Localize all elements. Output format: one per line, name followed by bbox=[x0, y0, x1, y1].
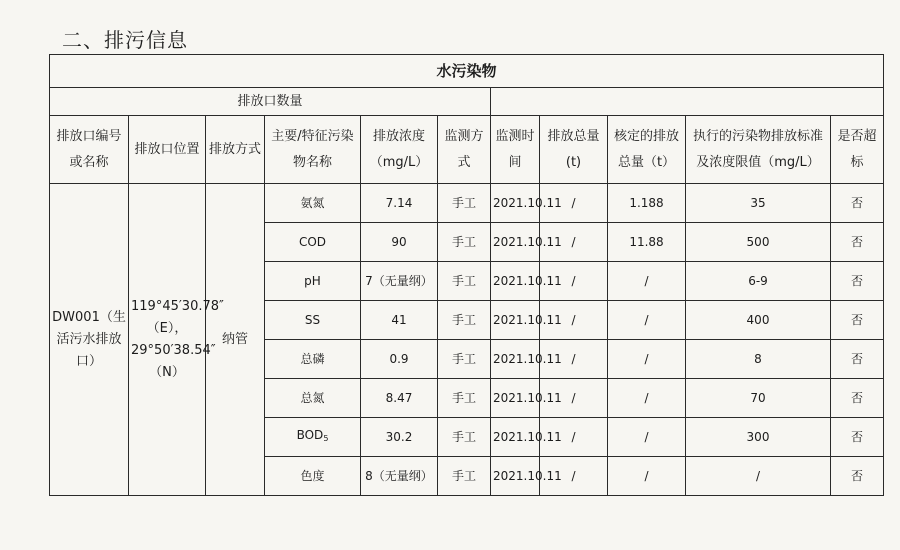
pollutant-name-text: 总氮 bbox=[300, 390, 325, 405]
concentration-cell: 0.9 bbox=[361, 340, 438, 379]
water-pollutant-table bbox=[49, 54, 884, 496]
standard-limit-cell: 35 bbox=[686, 184, 831, 223]
header-monitoring-method: 监测方式 bbox=[438, 116, 491, 184]
exceeded-cell: 否 bbox=[831, 184, 884, 223]
pollutant-name-text: 氨氮 bbox=[300, 195, 325, 210]
exceeded-cell: 否 bbox=[831, 301, 884, 340]
monitoring-method-cell: 手工 bbox=[438, 379, 491, 418]
monitoring-time-cell: 2021.10.11 bbox=[491, 379, 540, 418]
standard-limit-cell: 8 bbox=[686, 340, 831, 379]
approved-total-cell: / bbox=[608, 457, 686, 496]
approved-total-cell: / bbox=[608, 340, 686, 379]
total-discharge-cell: / bbox=[540, 379, 608, 418]
monitoring-method-cell: 手工 bbox=[438, 223, 491, 262]
monitoring-method-cell: 手工 bbox=[438, 184, 491, 223]
header-standard-limit: 执行的污染物排放标准及浓度限值（mg/L） bbox=[686, 116, 831, 184]
standard-limit-cell: 70 bbox=[686, 379, 831, 418]
monitoring-method-cell: 手工 bbox=[438, 340, 491, 379]
monitoring-time-cell: 2021.10.11 bbox=[491, 457, 540, 496]
approved-total-cell: / bbox=[608, 379, 686, 418]
pollutant-name-text: 总磷 bbox=[300, 351, 325, 366]
header-exceeded: 是否超标 bbox=[831, 116, 884, 184]
table-row bbox=[50, 184, 884, 223]
total-discharge-cell: / bbox=[540, 418, 608, 457]
pollutant-name-text: BOD bbox=[296, 428, 324, 442]
monitoring-time-cell: 2021.10.11 bbox=[491, 301, 540, 340]
pollutant-name-text: SS bbox=[304, 312, 321, 327]
concentration-cell: 7（无量纲） bbox=[361, 262, 438, 301]
total-discharge-cell: / bbox=[540, 262, 608, 301]
concentration-cell: 30.2 bbox=[361, 418, 438, 457]
header-discharge-method: 排放方式 bbox=[206, 116, 265, 184]
pollutant-name-cell bbox=[265, 340, 361, 379]
header-total-discharge: 排放总量(t) bbox=[540, 116, 608, 184]
concentration-cell: 41 bbox=[361, 301, 438, 340]
monitoring-method-cell: 手工 bbox=[438, 301, 491, 340]
header-pollutant-name: 主要/特征污染物名称 bbox=[265, 116, 361, 184]
standard-limit-cell: 6-9 bbox=[686, 262, 831, 301]
monitoring-time-cell: 2021.10.11 bbox=[491, 340, 540, 379]
standard-limit-cell: 400 bbox=[686, 301, 831, 340]
header-approved-total: 核定的排放总量（t） bbox=[608, 116, 686, 184]
pollutant-name-text: pH bbox=[304, 273, 321, 288]
total-discharge-cell: / bbox=[540, 340, 608, 379]
header-monitoring-time: 监测时间 bbox=[491, 116, 540, 184]
concentration-cell: 7.14 bbox=[361, 184, 438, 223]
monitoring-method-cell: 手工 bbox=[438, 418, 491, 457]
exceeded-cell: 否 bbox=[831, 457, 884, 496]
pollutant-name-text: COD bbox=[298, 234, 327, 249]
monitoring-time-cell: 2021.10.11 bbox=[491, 262, 540, 301]
total-discharge-cell: / bbox=[540, 184, 608, 223]
monitoring-time-cell: 2021.10.11 bbox=[491, 418, 540, 457]
pollutant-name-cell bbox=[265, 184, 361, 223]
outlet-count-label: 排放口数量 bbox=[50, 88, 491, 116]
exceeded-cell: 否 bbox=[831, 223, 884, 262]
standard-limit-cell: 500 bbox=[686, 223, 831, 262]
pollutant-name-cell bbox=[265, 379, 361, 418]
outlet-location-cell: 119°45′30.78″（E），29°50′38.54″（N） bbox=[129, 184, 206, 496]
header-concentration: 排放浓度（mg/L） bbox=[361, 116, 438, 184]
monitoring-method-cell: 手工 bbox=[438, 457, 491, 496]
discharge-method-cell: 纳管 bbox=[206, 184, 265, 496]
approved-total-cell: / bbox=[608, 262, 686, 301]
monitoring-time-cell: 2021.10.11 bbox=[491, 223, 540, 262]
total-discharge-cell: / bbox=[540, 457, 608, 496]
table-title: 水污染物 bbox=[50, 55, 884, 88]
concentration-cell: 8（无量纲） bbox=[361, 457, 438, 496]
exceeded-cell: 否 bbox=[831, 340, 884, 379]
exceeded-cell: 否 bbox=[831, 418, 884, 457]
approved-total-cell: 1.188 bbox=[608, 184, 686, 223]
pollutant-name-subscript: 5 bbox=[323, 434, 329, 443]
section-heading: 二、排污信息 bbox=[62, 28, 188, 52]
pollutant-name-cell bbox=[265, 457, 361, 496]
exceeded-cell: 否 bbox=[831, 262, 884, 301]
total-discharge-cell: / bbox=[540, 301, 608, 340]
approved-total-cell: / bbox=[608, 418, 686, 457]
concentration-cell: 8.47 bbox=[361, 379, 438, 418]
exceeded-cell: 否 bbox=[831, 379, 884, 418]
pollutant-name-cell bbox=[265, 418, 361, 457]
concentration-cell: 90 bbox=[361, 223, 438, 262]
header-outlet-location: 排放口位置 bbox=[129, 116, 206, 184]
monitoring-time-cell: 2021.10.11 bbox=[491, 184, 540, 223]
pollutant-name-cell bbox=[265, 301, 361, 340]
standard-limit-cell: 300 bbox=[686, 418, 831, 457]
standard-limit-cell: / bbox=[686, 457, 831, 496]
outlet-count-value bbox=[491, 88, 884, 116]
header-outlet-id: 排放口编号或名称 bbox=[50, 116, 129, 184]
approved-total-cell: 11.88 bbox=[608, 223, 686, 262]
outlet-id-cell: DW001（生活污水排放口） bbox=[50, 184, 129, 496]
pollutant-name-cell bbox=[265, 223, 361, 262]
approved-total-cell: / bbox=[608, 301, 686, 340]
total-discharge-cell: / bbox=[540, 223, 608, 262]
monitoring-method-cell: 手工 bbox=[438, 262, 491, 301]
pollutant-name-text: 色度 bbox=[300, 468, 325, 483]
pollutant-name-cell bbox=[265, 262, 361, 301]
